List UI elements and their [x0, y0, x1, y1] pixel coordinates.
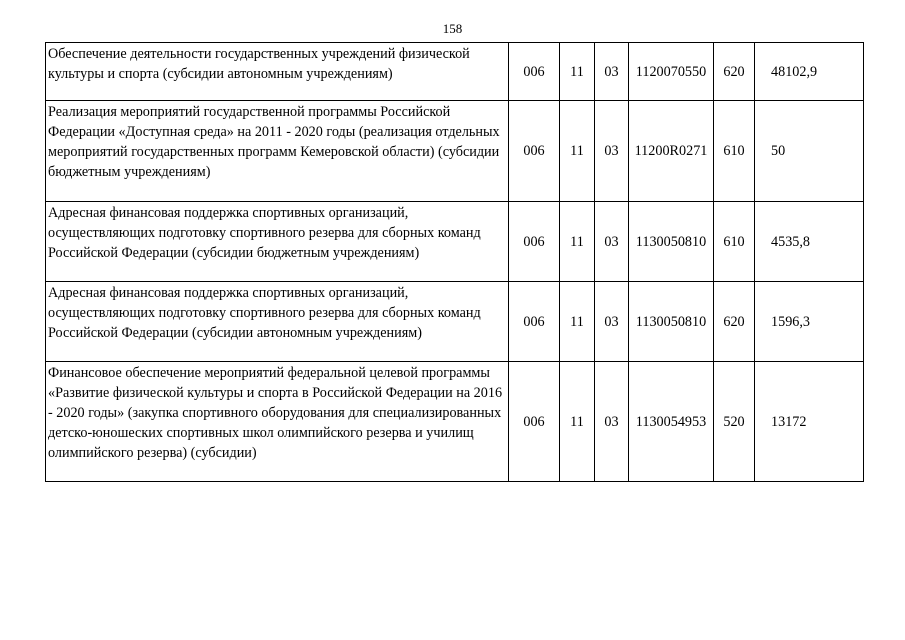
- target-article-code: 1120070550: [629, 43, 714, 101]
- ministry-code: 006: [509, 202, 560, 282]
- table-row: [46, 362, 864, 482]
- row-description: Реализация мероприятий государственной программы Российской Федерации «Доступная среда» на 2011 - 2020 годы (реализация отдельных мероприятий государственных программ Кемеровской области) (субсидии бюджетным учреждениям): [46, 101, 509, 202]
- ministry-code: 006: [509, 282, 560, 362]
- section-code: 11: [560, 202, 595, 282]
- expense-type-code: 620: [714, 43, 755, 101]
- target-article-code: 1130050810: [629, 282, 714, 362]
- subsection-code: 03: [595, 202, 629, 282]
- section-code: 11: [560, 43, 595, 101]
- table-row: [46, 43, 864, 101]
- amount: 1596,3: [755, 282, 864, 362]
- row-description: Адресная финансовая поддержка спортивных организаций, осуществляющих подготовку спортивного резерва для сборных команд Российской Федерации (субсидии автономным учреждениям): [46, 282, 509, 362]
- row-description: Финансовое обеспечение мероприятий федеральной целевой программы «Развитие физической культуры и спорта в Российской Федерации на 2016 - 2020 годы» (закупка спортивного оборудования для специализированных детско-юношеских спортивных школ олимпийского резерва и училищ олимпийского резерва) (субсидии): [46, 362, 509, 482]
- expense-type-code: 610: [714, 202, 755, 282]
- budget-table: [45, 42, 864, 482]
- amount: 48102,9: [755, 43, 864, 101]
- amount: 50: [755, 101, 864, 202]
- row-description: Обеспечение деятельности государственных учреждений физической культуры и спорта (субсидии автономным учреждениям): [46, 43, 509, 101]
- expense-type-code: 520: [714, 362, 755, 482]
- row-description: Адресная финансовая поддержка спортивных организаций, осуществляющих подготовку спортивного резерва для сборных команд Российской Федерации (субсидии бюджетным учреждениям): [46, 202, 509, 282]
- expense-type-code: 610: [714, 101, 755, 202]
- subsection-code: 03: [595, 43, 629, 101]
- table-row: [46, 282, 864, 362]
- section-code: 11: [560, 282, 595, 362]
- ministry-code: 006: [509, 362, 560, 482]
- target-article-code: 1130050810: [629, 202, 714, 282]
- table-row: [46, 202, 864, 282]
- target-article-code: 11200R0271: [629, 101, 714, 202]
- amount: 4535,8: [755, 202, 864, 282]
- section-code: 11: [560, 362, 595, 482]
- ministry-code: 006: [509, 43, 560, 101]
- subsection-code: 03: [595, 282, 629, 362]
- section-code: 11: [560, 101, 595, 202]
- subsection-code: 03: [595, 362, 629, 482]
- table-row: [46, 101, 864, 202]
- page-number: 158: [442, 21, 463, 36]
- amount: 13172: [755, 362, 864, 482]
- target-article-code: 1130054953: [629, 362, 714, 482]
- ministry-code: 006: [509, 101, 560, 202]
- expense-type-code: 620: [714, 282, 755, 362]
- subsection-code: 03: [595, 101, 629, 202]
